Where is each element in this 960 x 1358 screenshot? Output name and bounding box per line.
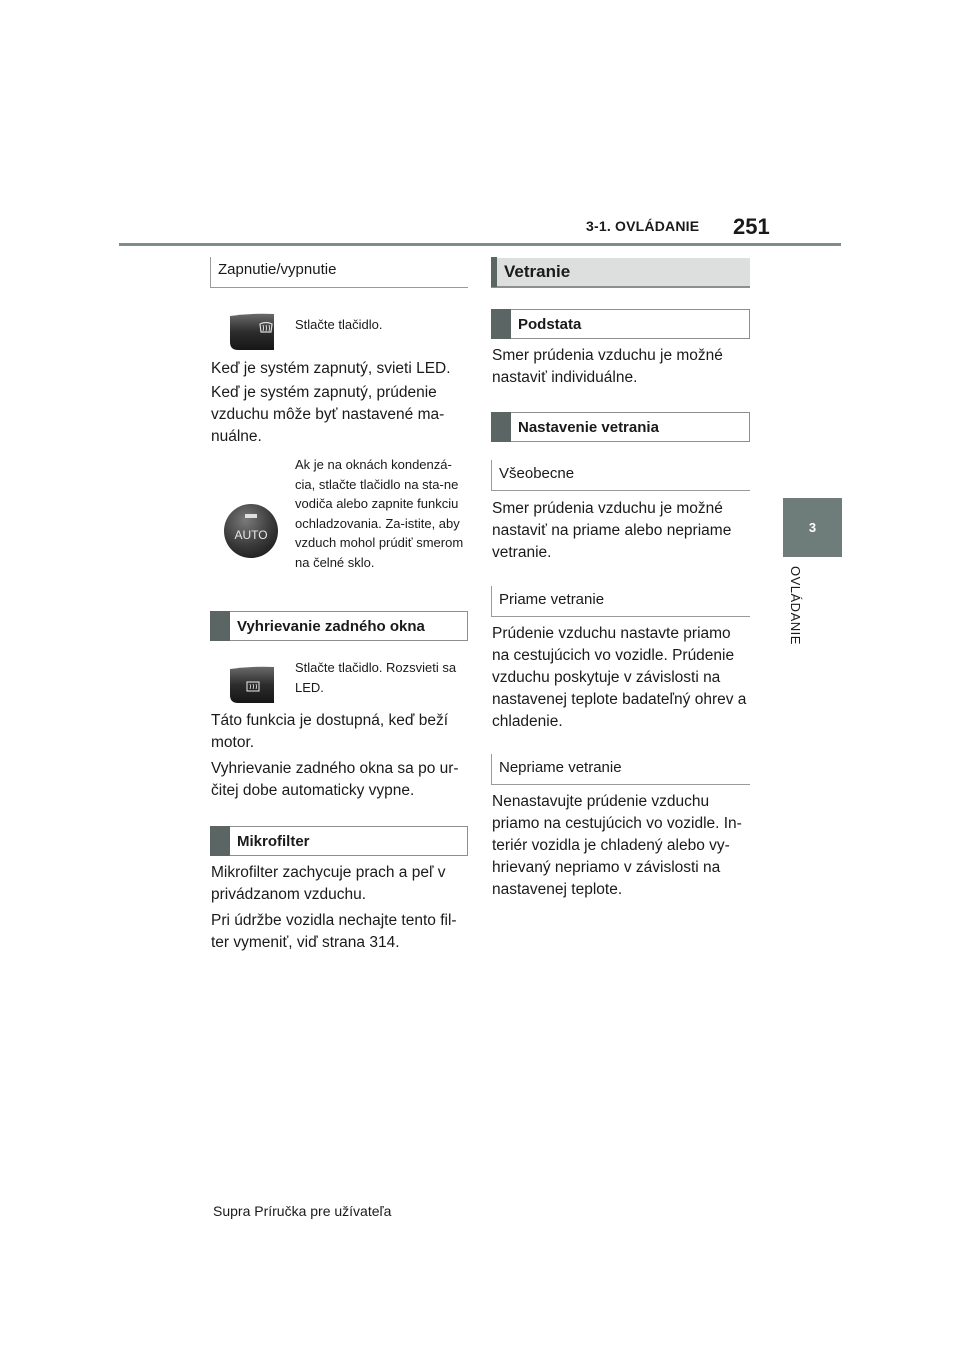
heading-onoff: Zapnutie/vypnutie: [210, 257, 468, 288]
footer-text: Supra Príručka pre užívateľa: [213, 1203, 392, 1219]
heading-bar: [210, 611, 230, 641]
rear-defrost-button-icon: [228, 665, 276, 705]
paragraph-microfilter: Mikrofilter zachycuje prach a peľ v privádzanom vzduchu.: [211, 864, 446, 903]
chapter-side-label: OVLÁDANIE: [788, 566, 803, 645]
paragraph-manual-airflow: Keď je systém zapnutý, prúdenie vzduchu môže byť nastavené ma-nuálne.: [211, 384, 445, 445]
paragraph-airflow-individual: Smer prúdenia vzduchu je možné nastaviť individuálne.: [492, 347, 723, 386]
heading-microfilter: [210, 826, 468, 856]
heading-bar: [210, 826, 230, 856]
heading-basis-text: Podstata: [518, 315, 582, 333]
rear-defrost-button-image: [228, 665, 276, 705]
heading-basis: [491, 309, 750, 339]
heading-microfilter-text: Mikrofilter: [237, 832, 310, 850]
chapter-number: 3: [808, 520, 817, 535]
section-heading-ventilation-text: Vetranie: [504, 262, 571, 281]
heading-general: Všeobecne: [491, 460, 750, 491]
heading-ventilation-settings-text: Nastavenie vetrania: [518, 418, 659, 436]
paragraph-direct-indirect: Smer prúdenia vzduchu je možné nastaviť na priame alebo nepriame vetranie.: [492, 500, 732, 561]
heading-bar: [491, 309, 511, 339]
auto-button-icon: [223, 503, 279, 559]
heading-direct: Priame vetranie: [491, 586, 750, 617]
paragraph-indirect: Nenastavujte prúdenie vzduchu priamo na cestujúcich vo vozidle. In-teriér vozidla je chladený alebo vy-hrievaný nepriamo v závislosti na nastavenej teplote.: [492, 793, 742, 898]
onoff-caption: Stlačte tlačidlo.: [295, 317, 383, 332]
rear-caption: Stlačte tlačidlo. Rozsvieti sa LED.: [295, 660, 457, 695]
heading-ventilation-settings: [491, 412, 750, 442]
paragraph-led-on: Keď je systém zapnutý, svieti LED.: [211, 360, 451, 377]
header-section-title: 3-1. OVLÁDANIE: [586, 218, 700, 234]
paragraph-engine-running: Táto funkcia je dostupná, keď beží motor.: [211, 712, 449, 751]
paragraph-direct: Prúdenie vzduchu nastavte priamo na cestujúcich vo vozidle. Prúdenie vzduchu poskytuje v závislosti na nastavenej teplote badateľný ohrev a chladenie.: [492, 625, 747, 730]
heading-bar: [491, 257, 497, 287]
page-number: 251: [733, 214, 770, 239]
heading-rear-window-text: Vyhrievanie zadného okna: [237, 617, 425, 635]
auto-caption: Ak je na oknách kondenzá-cia, stlačte tlačidlo na sta-ne vodiča alebo zapnite funkciu ochladzovania. Za-istite, aby vzduch mohol prúdiť smerom na čelné sklo.: [295, 457, 464, 570]
auto-label: AUTO: [234, 528, 268, 542]
header-rule: [119, 243, 841, 246]
heading-rear-window: [210, 611, 468, 641]
auto-button-image: [223, 503, 279, 559]
section-heading-ventilation: [491, 258, 750, 288]
chapter-tab: [783, 498, 842, 557]
paragraph-filter-replace: Pri údržbe vozidla nechajte tento fil-ter vymeniť, viď strana 314.: [211, 912, 457, 951]
defrost-button-icon: [228, 312, 276, 352]
heading-bar: [491, 412, 511, 442]
defrost-button-image: [228, 312, 276, 352]
heading-indirect: Nepriame vetranie: [491, 754, 750, 785]
paragraph-auto-off: Vyhrievanie zadného okna sa po ur-čitej dobe automaticky vypne.: [211, 760, 459, 799]
